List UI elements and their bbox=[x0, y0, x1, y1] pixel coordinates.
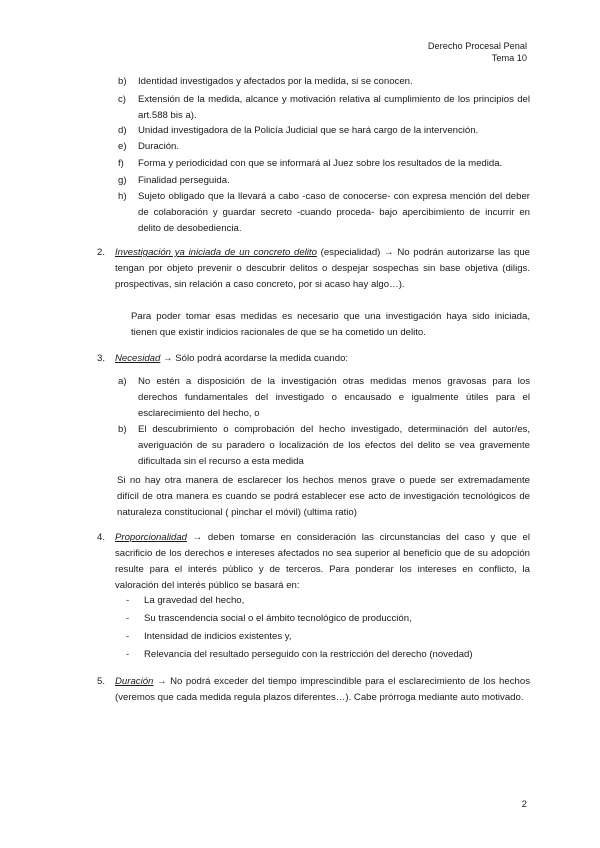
page-number: 2 bbox=[521, 799, 527, 810]
list-item: d) Unidad investigadora de la Policía Judicial que se hará cargo de la intervención. bbox=[118, 125, 479, 136]
list-item: c) Extensión de la medida, alcance y motivación relativa al cumplimiento de los principios del art.588 bis a). bbox=[118, 94, 530, 121]
section-2-paragraph: Para poder tomar esas medidas es necesario que una investigación haya sido iniciada, tienen que existir indicios racionales de que se ha cometido un delito. bbox=[131, 311, 530, 338]
section-2: 2. Investigación ya iniciada de un concreto delito (especialidad) → No podrán autorizarse las que tengan por objeto prevenir o descubrir delitos o despejar sospechas sin base objetiva (diligs. prospectivas, sin relación a caso concreto, por si acaso hay algo…). bbox=[97, 245, 530, 293]
section-number: 5. bbox=[97, 676, 106, 687]
section-title: Investigación ya iniciada de un concreto delito bbox=[115, 247, 317, 258]
section-title: Necesidad bbox=[115, 353, 161, 364]
section-number: 2. bbox=[97, 247, 106, 258]
list-item: b) Identidad investigados y afectados por la medida, si se conocen. bbox=[118, 76, 413, 87]
section-3: 3. Necesidad → Sólo podrá acordarse la medida cuando: bbox=[97, 351, 530, 367]
list-item: f) Forma y periodicidad con que se informará al Juez sobre los resultados de la medida. bbox=[118, 158, 503, 169]
header-topic: Tema 10 bbox=[491, 53, 527, 63]
list-item: b) El descubrimiento o comprobación del hecho investigado, determinación del autor/es, averiguación de su paradero o localización de los efectos del delito se vea gravemente dificultada sin el recurso a esta medida bbox=[118, 424, 530, 467]
bullet-item: - Intensidad de indicios existentes y, bbox=[126, 631, 292, 642]
header-course: Derecho Procesal Penal bbox=[427, 41, 527, 51]
list-item: g) Finalidad perseguida. bbox=[118, 175, 230, 186]
list-item: e) Duración. bbox=[118, 141, 180, 152]
section-number: 3. bbox=[97, 353, 106, 364]
section-title: Proporcionalidad bbox=[115, 532, 187, 543]
section-3-paragraph: Si no hay otra manera de esclarecer los hechos menos grave o puede ser extremadamente difícil de otra manera es cuando se podrá establecer ese acto de investigación tecnológicos de naturaleza constitucional ( pinchar el móvil) (ultima ratio) bbox=[117, 475, 530, 518]
section-title: Duración bbox=[115, 676, 154, 687]
bullet-item: - Su trascendencia social o el ámbito tecnológico de producción, bbox=[126, 613, 412, 624]
page-header bbox=[428, 40, 527, 64]
section-5: 5. Duración → No podrá exceder del tiempo imprescindible para el esclarecimiento de los hechos (veremos que cada medida regula plazos diferentes…). Cabe prórroga mediante auto motivado. bbox=[97, 674, 530, 706]
section-4: 4. Proporcionalidad → deben tomarse en consideración las circunstancias del caso y que el sacrificio de los derechos e intereses afectados no sea superior al beneficio que de su adopción resulte para el interés público y de terceros. Para ponderar los intereses en conflicto, la valoración del interés público se basará en: bbox=[97, 530, 530, 594]
list-item: h) Sujeto obligado que la llevará a cabo -caso de conocerse- con expresa mención del deber de colaboración y guardar secreto -cuando proceda- bajo apercibimiento de incurrir en delito de desobediencia. bbox=[118, 191, 530, 234]
list-item: a) No estén a disposición de la investigación otras medidas menos gravosas para los derechos fundamentales del investigado o encausado e igualmente útiles para el esclarecimiento del hecho, o bbox=[118, 376, 530, 419]
bullet-item: - La gravedad del hecho, bbox=[126, 595, 245, 606]
section-number: 4. bbox=[97, 532, 106, 543]
bullet-item: - Relevancia del resultado perseguido con la restricción del derecho (novedad) bbox=[126, 649, 473, 660]
